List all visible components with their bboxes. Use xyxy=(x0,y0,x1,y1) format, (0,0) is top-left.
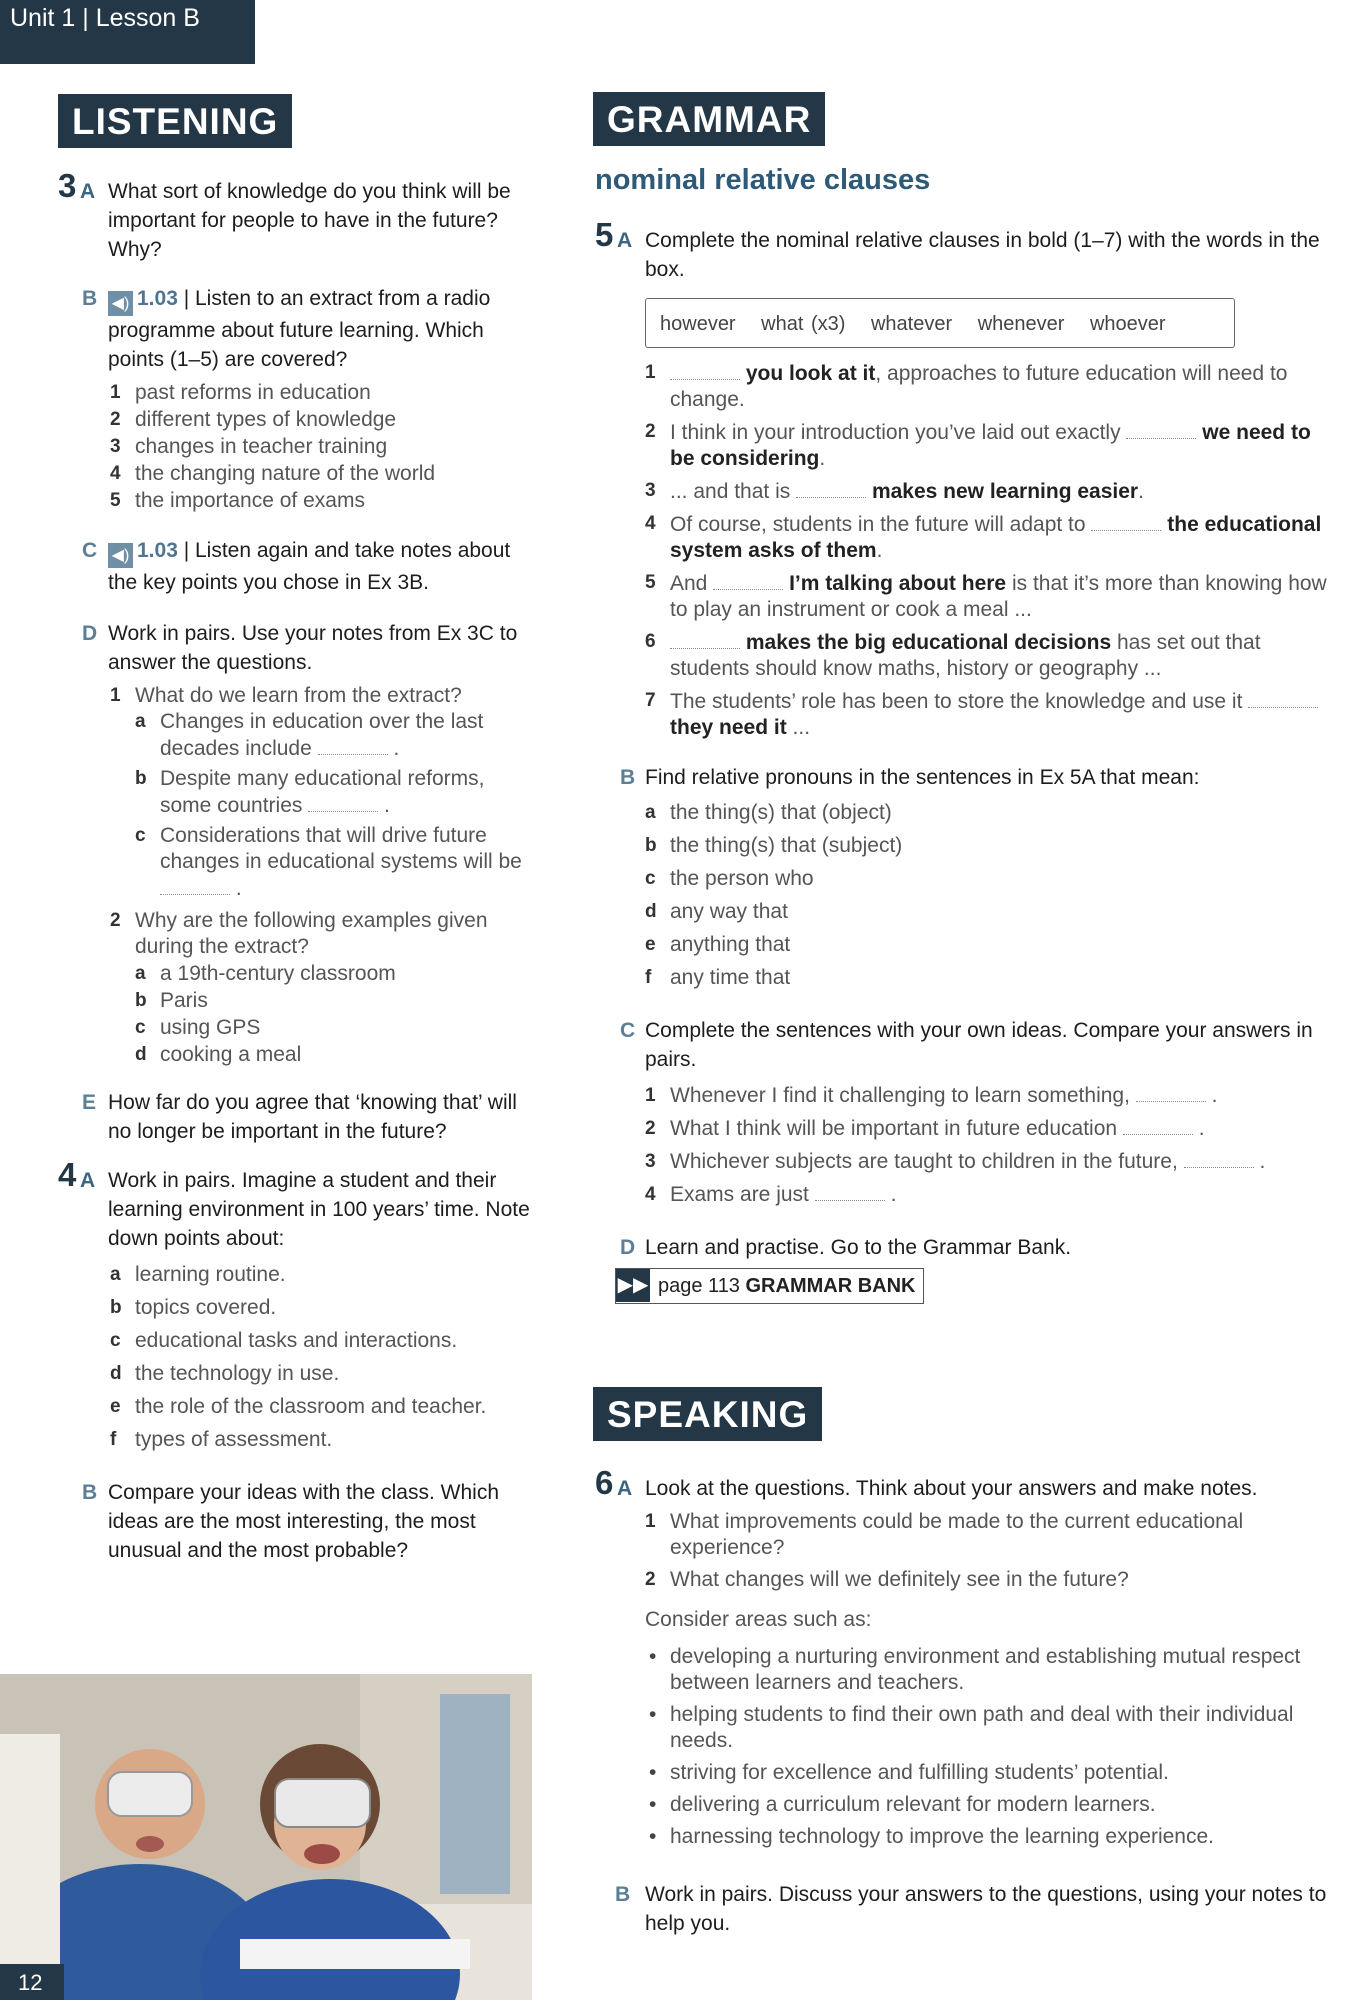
box-word[interactable]: whenever xyxy=(977,313,1065,335)
answer-blank[interactable] xyxy=(713,570,783,590)
answer-blank[interactable] xyxy=(160,875,230,895)
exercise-3e xyxy=(58,1088,538,1146)
sentence-item: 4 Of course, students in the future will adapt to the educational system asks of them. xyxy=(645,513,1322,562)
exercise-instruction: How far do you agree that ‘knowing that’ will no longer be important in the future? xyxy=(108,1091,517,1143)
listening-column xyxy=(58,167,538,1565)
sentence-item: 5 And I’m talking about here is that it’s more than knowing how to play an instrument or cook a meal ... xyxy=(645,572,1327,621)
exercise-instruction: Work in pairs. Imagine a student and their learning environment in 100 years’ time. Note down points about: xyxy=(108,1169,530,1250)
speaking-header: SPEAKING xyxy=(593,1387,822,1441)
exercise-5b xyxy=(595,763,1335,792)
sentence-item: 1 you look at it, approaches to future education will need to change. xyxy=(645,362,1288,411)
list-item: d any way that xyxy=(645,900,788,923)
exercise-5c xyxy=(595,1016,1335,1074)
unit-lesson-tab: Unit 1 | Lesson B xyxy=(0,0,255,64)
list-item: e anything that xyxy=(645,933,791,956)
bullet-item: • striving for excellence and fulfilling students’ potential. xyxy=(645,1760,1335,1786)
list-item: 2 What I think will be important in future education . xyxy=(645,1117,1205,1140)
box-word[interactable]: whatever xyxy=(870,313,953,335)
grammar-bank-page: page 113 xyxy=(658,1275,740,1297)
list-3d xyxy=(58,682,538,1068)
exercise-letter: C xyxy=(82,539,98,562)
list-item: 5 the importance of exams xyxy=(110,489,365,512)
exercise-instruction: Find relative pronouns in the sentences in Ex 5A that mean: xyxy=(645,766,1200,789)
list-item: f any time that xyxy=(645,966,791,989)
list-item: b the thing(s) that (subject) xyxy=(645,834,903,857)
sentence-item: 6 makes the big educational decisions has set out that students should know maths, history or geography ... xyxy=(645,631,1261,680)
audio-track-number: 1.03 xyxy=(137,539,178,562)
page-number: 12 xyxy=(0,1964,64,2000)
list-6a xyxy=(595,1509,1335,1850)
list-item: f types of assessment. xyxy=(110,1428,333,1451)
speaker-icon[interactable]: ◀) xyxy=(108,543,133,568)
question-item: 1 What do we learn from the extract? xyxy=(110,684,462,707)
exercise-number: 4 xyxy=(58,1156,77,1193)
exercise-number: 6 xyxy=(595,1464,614,1501)
exercise-instruction: Work in pairs. Discuss your answers to the questions, using your notes to help you. xyxy=(645,1883,1327,1935)
list-5b xyxy=(595,796,1335,994)
box-word[interactable]: what (x3) xyxy=(761,313,846,335)
question-item: 2 What changes will we definitely see in the future? xyxy=(645,1568,1129,1591)
exercise-instruction: Look at the questions. Think about your answers and make notes. xyxy=(645,1477,1258,1500)
exercise-instruction: Complete the nominal relative clauses in bold (1–7) with the words in the box. xyxy=(645,229,1320,281)
exercise-instruction: Work in pairs. Use your notes from Ex 3C to answer the questions. xyxy=(108,622,518,674)
fast-forward-icon: ▶▶ xyxy=(616,1269,650,1302)
list-item: 1 past reforms in education xyxy=(110,381,371,404)
exercise-letter: A xyxy=(617,1477,633,1500)
list-item: e the role of the classroom and teacher. xyxy=(110,1395,487,1418)
sentence-item: 7 The students’ role has been to store the knowledge and use it they need it ... xyxy=(645,688,1335,741)
list-item: d the technology in use. xyxy=(110,1362,340,1385)
exercise-letter: B xyxy=(615,1883,631,1906)
exercise-letter: A xyxy=(617,229,633,252)
exercise-6a xyxy=(595,1464,1335,1503)
exercise-6b xyxy=(595,1880,1335,1938)
question-item: 1 What improvements could be made to the current educational experience? xyxy=(645,1510,1244,1559)
answer-blank[interactable] xyxy=(815,1181,885,1201)
sub-question: c Considerations that will drive future changes in educational systems will be . xyxy=(135,824,522,900)
exercise-letter: D xyxy=(620,1236,636,1259)
exercise-instruction: What sort of knowledge do you think will be important for people to have in the future? Why? xyxy=(108,180,511,261)
answer-blank[interactable] xyxy=(1091,511,1161,531)
exercise-4b xyxy=(58,1478,538,1565)
vr-students-illustration xyxy=(0,1674,532,2000)
bullet-item: • developing a nurturing environment and establishing mutual respect between learners and teachers. xyxy=(645,1644,1335,1696)
exercise-instruction: Listen again and take notes about the key points you chose in Ex 3B. xyxy=(108,539,511,594)
answer-blank[interactable] xyxy=(670,629,740,649)
consider-label: Consider areas such as: xyxy=(645,1608,872,1631)
list-item: c the person who xyxy=(645,867,814,890)
list-item: c educational tasks and interactions. xyxy=(110,1329,458,1352)
exercise-instruction: Listen to an extract from a radio programme about future learning. Which points (1–5) are covered? xyxy=(108,287,491,371)
exercise-instruction: Complete the sentences with your own ideas. Compare your answers in pairs. xyxy=(645,1019,1313,1071)
list-item: b topics covered. xyxy=(110,1296,277,1319)
exercise-3b: B ◀) 1.03 | Listen to an extract from a radio programme about future learning. Which points (1–5) are covered? xyxy=(58,284,538,374)
listening-header: LISTENING xyxy=(58,94,292,148)
list-item: 1 Whenever I find it challenging to learn something, . xyxy=(645,1084,1218,1107)
list-4a xyxy=(58,1258,538,1456)
list-item: 4 the changing nature of the world xyxy=(110,462,436,485)
sentence-list-5a xyxy=(595,360,1335,741)
list-item: 3 Whichever subjects are taught to children in the future, . xyxy=(645,1150,1266,1173)
exercise-instruction: Learn and practise. Go to the Grammar Bank. xyxy=(645,1236,1072,1259)
exercise-4a xyxy=(58,1156,538,1253)
grammar-column xyxy=(595,216,1335,1304)
sentence-item: 3 ... and that is makes new learning easier. xyxy=(645,480,1144,503)
classroom-vr-photo xyxy=(0,1674,532,2000)
answer-blank[interactable] xyxy=(1123,1115,1193,1135)
list-item: 4 Exams are just . xyxy=(645,1183,897,1206)
exercise-3c: C ◀) 1.03 | Listen again and take notes about the key points you chose in Ex 3B. xyxy=(58,536,538,597)
answer-blank[interactable] xyxy=(1184,1148,1254,1168)
exercise-letter: D xyxy=(82,622,98,645)
list-item: a learning routine. xyxy=(110,1263,286,1286)
list-5c xyxy=(595,1079,1335,1211)
box-word[interactable]: however xyxy=(660,313,736,335)
box-word[interactable]: whoever xyxy=(1089,313,1166,335)
list-item: 3 changes in teacher training xyxy=(110,435,388,458)
list-item: 2 different types of knowledge xyxy=(110,408,397,431)
exercise-3a xyxy=(58,167,538,264)
grammar-bank-link[interactable] xyxy=(615,1268,924,1304)
exercise-number: 5 xyxy=(595,216,614,253)
sub-question: a Changes in education over the last decades include . xyxy=(135,710,484,760)
exercise-letter: B xyxy=(82,287,98,310)
answer-blank[interactable] xyxy=(1136,1082,1206,1102)
grammar-subtitle: nominal relative clauses xyxy=(595,164,931,196)
bullet-item: • helping students to find their own path and deal with their individual needs. xyxy=(645,1702,1335,1754)
answer-blank[interactable] xyxy=(308,792,378,812)
exercise-5a xyxy=(595,216,1335,284)
exercise-letter: B xyxy=(620,766,636,789)
speaker-icon[interactable]: ◀) xyxy=(108,291,133,316)
list-item: a the thing(s) that (object) xyxy=(645,801,892,824)
grammar-bank-label: GRAMMAR BANK xyxy=(745,1275,916,1297)
answer-blank[interactable] xyxy=(1126,419,1196,439)
question-item: 2 Why are the following examples given during the extract? xyxy=(110,909,488,958)
answer-blank[interactable] xyxy=(318,735,388,755)
sub-question: b Paris xyxy=(135,989,208,1012)
exercise-letter: A xyxy=(80,1169,96,1192)
exercise-letter: B xyxy=(82,1481,98,1504)
answer-blank[interactable] xyxy=(670,360,740,380)
answer-blank[interactable] xyxy=(796,478,866,498)
word-box xyxy=(645,298,1235,348)
sub-question: d cooking a meal xyxy=(135,1043,302,1066)
bullet-item: • harnessing technology to improve the learning experience. xyxy=(645,1824,1335,1850)
bullet-list xyxy=(645,1644,1335,1850)
exercise-5d xyxy=(595,1233,1335,1262)
answer-blank[interactable] xyxy=(1248,688,1318,708)
grammar-header: GRAMMAR xyxy=(593,92,825,146)
bullet-item: • delivering a curriculum relevant for modern learners. xyxy=(645,1792,1335,1818)
speaking-column xyxy=(595,1464,1335,1938)
exercise-letter: E xyxy=(82,1091,97,1114)
exercise-letter: A xyxy=(80,180,96,203)
exercise-number: 3 xyxy=(58,167,77,204)
exercise-3d xyxy=(58,619,538,677)
sub-question: a a 19th-century classroom xyxy=(135,962,396,985)
exercise-instruction: Compare your ideas with the class. Which ideas are the most interesting, the most unusual and the most probable? xyxy=(108,1481,499,1562)
list-3b xyxy=(58,379,538,514)
exercise-letter: C xyxy=(620,1019,636,1042)
sentence-item: 2 I think in your introduction you’ve laid out exactly we need to be considering. xyxy=(645,421,1311,470)
sub-question: c using GPS xyxy=(135,1016,261,1039)
sub-question: b Despite many educational reforms, some countries . xyxy=(135,767,485,817)
audio-track-number: 1.03 xyxy=(137,287,178,310)
